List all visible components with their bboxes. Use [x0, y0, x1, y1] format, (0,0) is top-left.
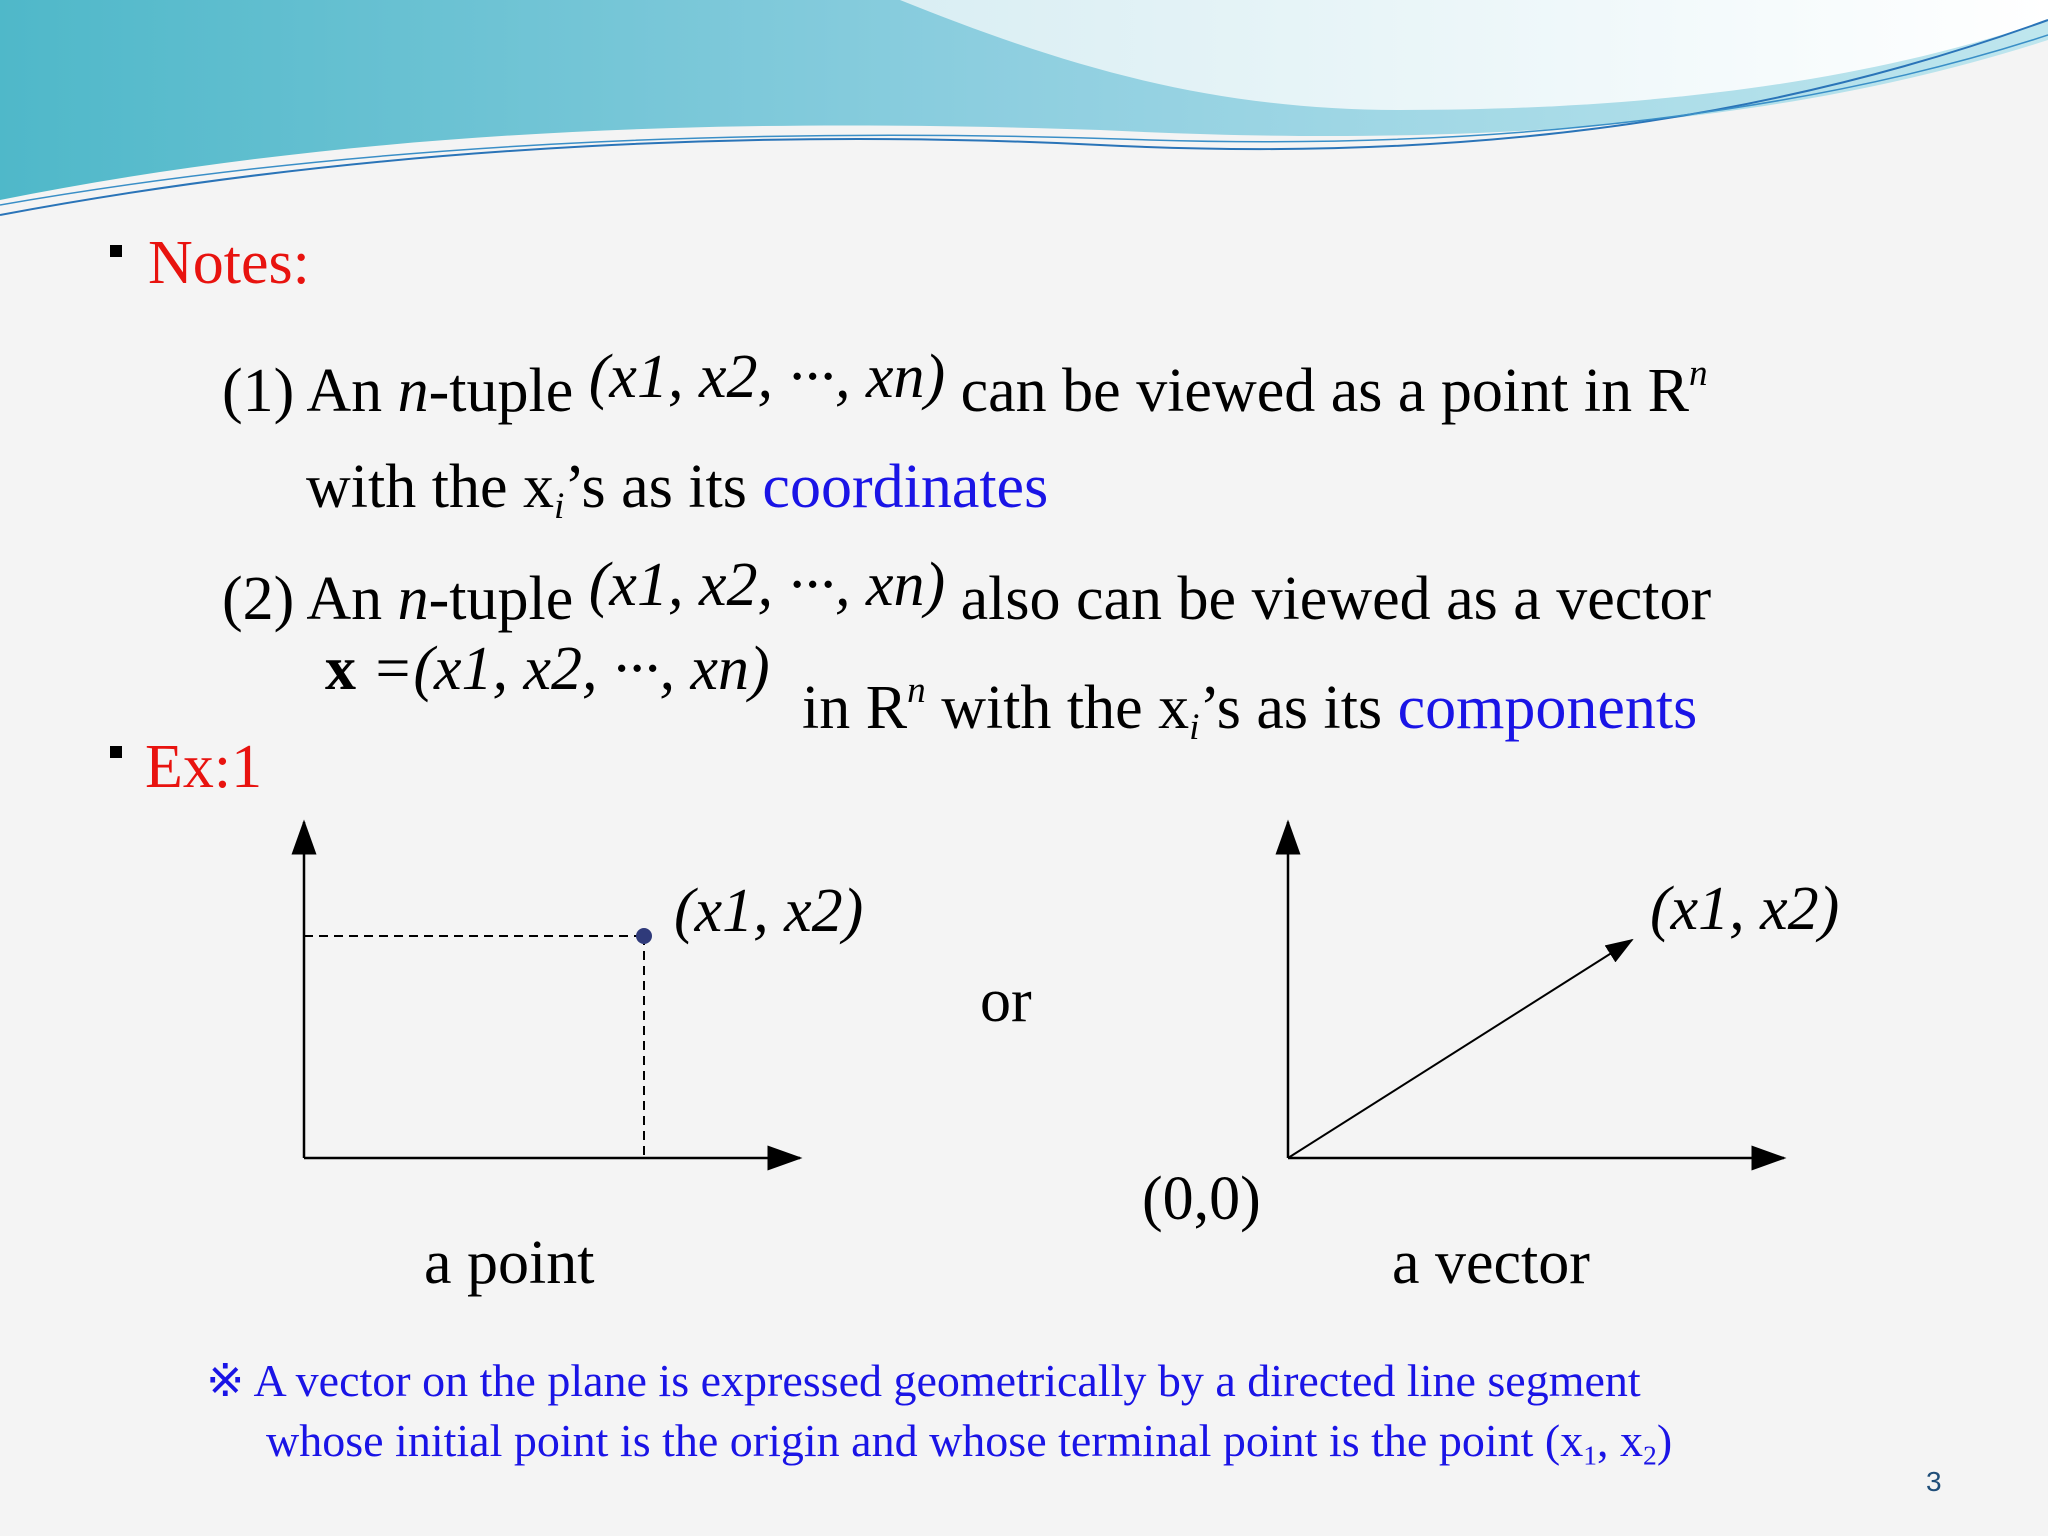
- vector-endpoint-label: (x1, x2): [1650, 875, 1840, 943]
- note1-line2-b: ’s as its: [564, 453, 763, 521]
- note1-mid: can be viewed as a point in R: [960, 357, 1689, 426]
- caption-point: a point: [424, 1229, 595, 1297]
- note2-line2-b: with the x: [925, 674, 1190, 743]
- footnote-line1: ※ A vector on the plane is expressed geometrically by a directed line segment: [206, 1355, 1641, 1406]
- footnote-mid: , x: [1597, 1415, 1644, 1466]
- note1-prefix: (1) An: [222, 357, 398, 426]
- example-heading: Ex:1: [145, 733, 263, 801]
- note1-line2-sub: i: [553, 486, 565, 528]
- note2-line2-sub: i: [1189, 707, 1200, 749]
- note2-mid: also can be viewed as a vector: [960, 565, 1712, 633]
- vector-arrow: [1288, 940, 1632, 1158]
- notes-heading: Notes:: [148, 229, 310, 297]
- note1-n: n: [397, 357, 429, 426]
- note2-suffix: -tuple: [428, 565, 589, 633]
- point-marker: [636, 928, 652, 944]
- note2-line2-sup: n: [907, 670, 926, 711]
- caption-vector: a vector: [1392, 1229, 1590, 1297]
- note2-line2-c: ’s as its: [1199, 674, 1398, 743]
- components-keyword: components: [1397, 674, 1698, 743]
- note2-prefix: (2) An: [222, 565, 398, 633]
- footnote-sub2: 2: [1643, 1439, 1657, 1471]
- note1-suffix: -tuple: [428, 357, 589, 426]
- point-label: (x1, x2): [674, 877, 864, 945]
- page-number: 3: [1926, 1466, 1942, 1497]
- note2-tuple: (x1, x2, ···, xn): [588, 551, 946, 619]
- or-label: or: [980, 967, 1032, 1035]
- vector-tuple: =(x1, x2, ···, xn): [356, 635, 770, 703]
- note1-tuple: (x1, x2, ···, xn): [588, 343, 946, 412]
- note1-line2-a: with the x: [306, 453, 554, 521]
- note2-n: n: [397, 565, 429, 633]
- coordinates-keyword: coordinates: [762, 453, 1049, 521]
- vector-x-label: x: [325, 635, 356, 703]
- footnote-sub1: 1: [1583, 1439, 1598, 1471]
- footnote-line2: [266, 1415, 1673, 1471]
- note1-sup: n: [1688, 353, 1708, 394]
- footnote-line2-a: whose initial point is the origin and whose terminal point is the point (x: [266, 1415, 1584, 1466]
- footnote-end: ): [1656, 1415, 1673, 1466]
- note2-line2-a: in R: [802, 674, 908, 743]
- origin-label: (0,0): [1142, 1165, 1261, 1233]
